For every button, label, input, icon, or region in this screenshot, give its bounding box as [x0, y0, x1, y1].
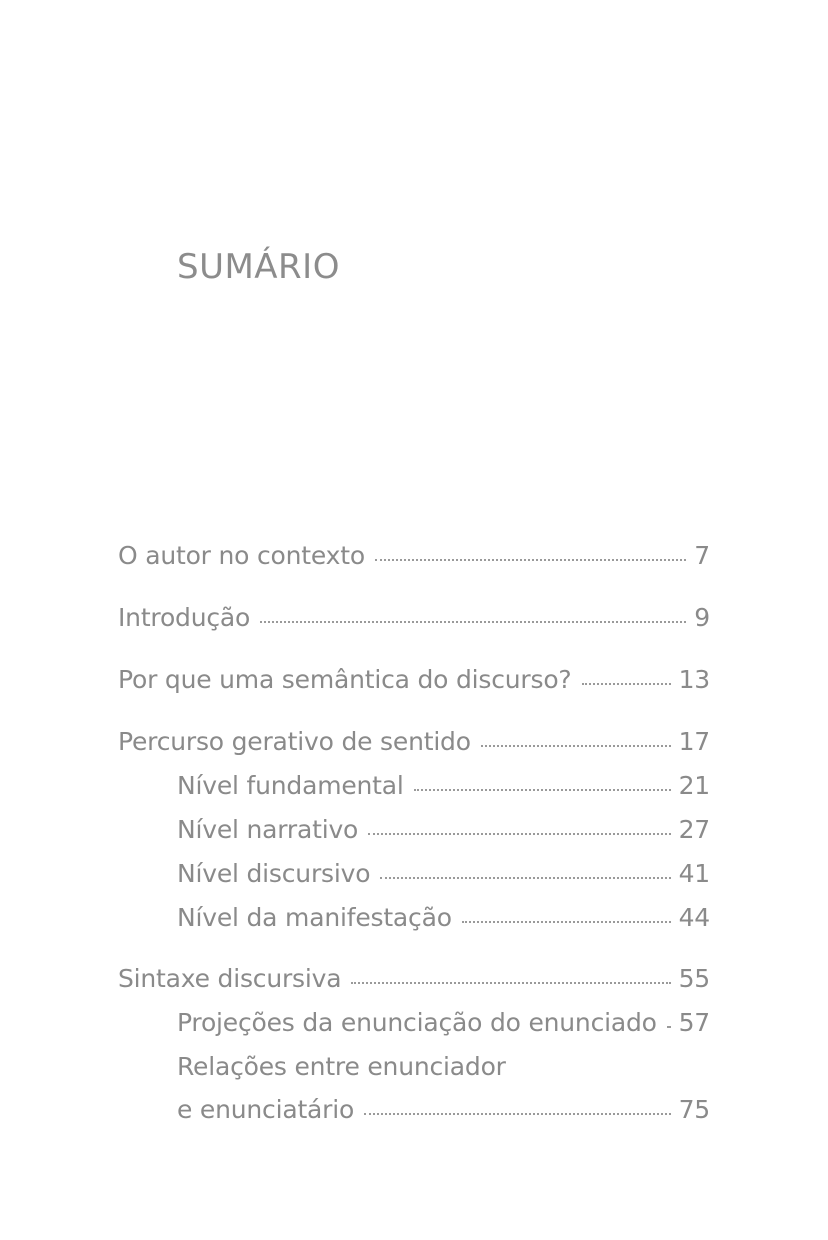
toc-entry-page: 17: [678, 727, 710, 756]
toc-entry-page: 55: [678, 964, 710, 993]
toc-entry[interactable]: [118, 667, 710, 692]
dot-leader: [260, 621, 686, 623]
toc-entry-label: Nível narrativo: [177, 815, 359, 844]
toc-subentry[interactable]: [177, 1010, 710, 1035]
dot-leader: [481, 745, 671, 747]
toc-entry-label: Introdução: [118, 603, 251, 632]
dot-leader: [667, 1026, 671, 1028]
toc-entry-label: e enunciatário: [177, 1095, 355, 1124]
toc-entry[interactable]: [118, 729, 710, 754]
toc-subentry[interactable]: [177, 817, 710, 842]
toc-entry-label: Nível discursivo: [177, 859, 371, 888]
toc-entry-label: Relações entre enunciador: [177, 1052, 506, 1081]
toc-entry-label: Projeções da enunciação do enunciado: [177, 1008, 657, 1037]
toc-entry-label: Nível fundamental: [177, 771, 404, 800]
dot-leader: [462, 921, 671, 923]
toc-subentry[interactable]: [177, 773, 710, 798]
dot-leader: [351, 982, 670, 984]
dot-leader: [375, 559, 686, 561]
dot-leader: [582, 683, 671, 685]
toc-entry-page: 75: [678, 1095, 710, 1124]
toc-entry-label: Sintaxe discursiva: [118, 964, 342, 993]
dot-leader: [368, 833, 670, 835]
toc-subentry[interactable]: [177, 1097, 710, 1122]
toc-entry[interactable]: [118, 543, 710, 568]
dot-leader: [414, 789, 671, 791]
toc-entry[interactable]: [118, 605, 710, 630]
toc-entry-page: 9: [694, 603, 710, 632]
toc-entry[interactable]: [118, 966, 710, 991]
dot-leader: [364, 1113, 670, 1115]
toc-subentry[interactable]: [177, 861, 710, 886]
toc-entry-page: 44: [678, 903, 710, 932]
toc-entry-label: O autor no contexto: [118, 541, 365, 570]
toc-entry-label: Percurso gerativo de sentido: [118, 727, 471, 756]
toc-entry-page: 57: [678, 1008, 710, 1037]
toc-entry-page: 41: [678, 859, 710, 888]
toc-entry-page: 27: [678, 815, 710, 844]
toc-subentry[interactable]: [177, 1054, 710, 1079]
toc-entry-page: 21: [678, 771, 710, 800]
toc-entry-label: Nível da manifestação: [177, 903, 452, 932]
page-title: SUMÁRIO: [177, 247, 340, 287]
toc-subentry[interactable]: [177, 905, 710, 930]
toc-entry-page: 13: [678, 665, 710, 694]
toc-entry-page: 7: [694, 541, 710, 570]
dot-leader: [380, 877, 670, 879]
toc-entry-label: Por que uma semântica do discurso?: [118, 665, 572, 694]
